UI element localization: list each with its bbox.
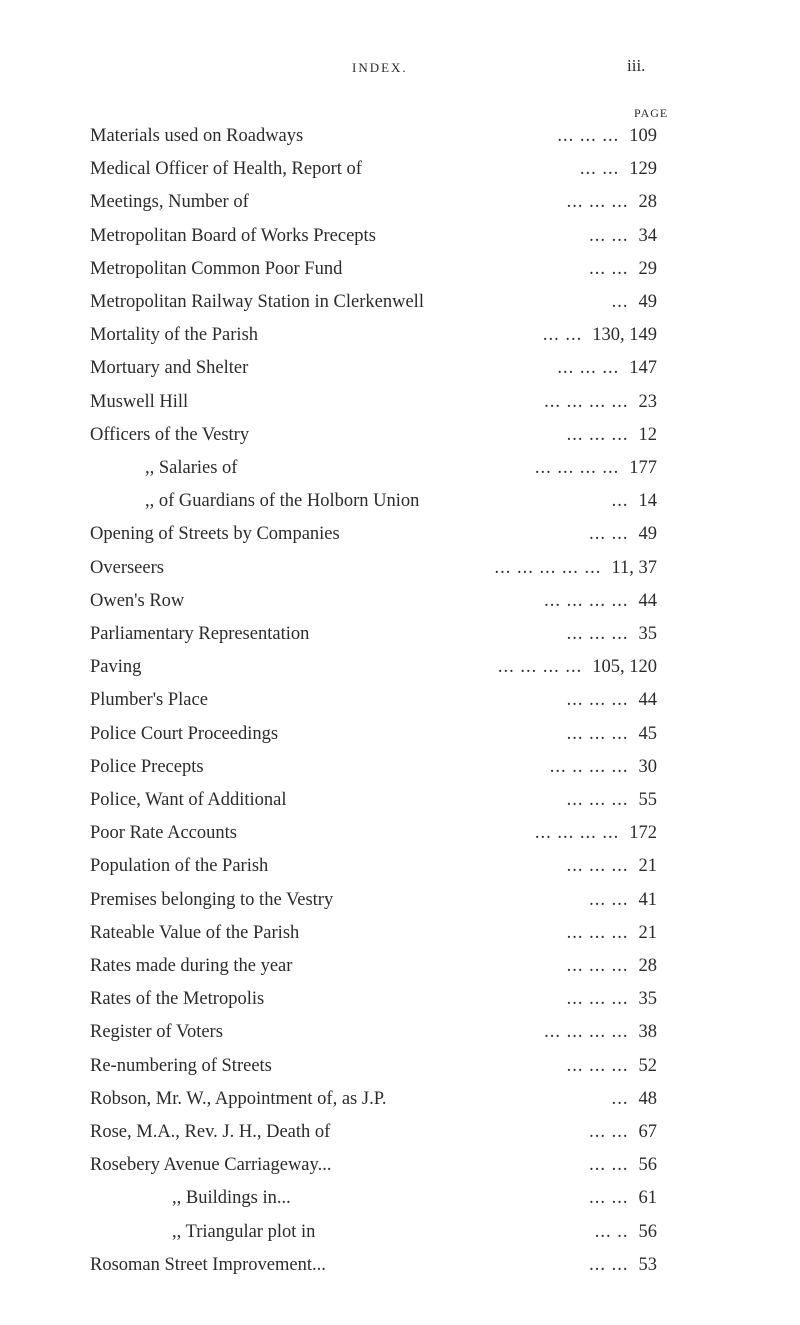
dot-leader: ... ... ... bbox=[566, 790, 629, 810]
entry-heading: Paving bbox=[90, 657, 142, 678]
dot-leader: ... ... ... ... bbox=[534, 458, 620, 478]
dot-leader: ... ... bbox=[589, 889, 629, 910]
entry-page-number: 21 bbox=[638, 922, 657, 943]
entry-heading: Rosoman Street Improvement... bbox=[90, 1254, 326, 1275]
dot-leader: ... .. ... ... bbox=[549, 756, 629, 777]
entry-page-number: 11, 37 bbox=[611, 557, 657, 578]
dot-leader: ... ... ... bbox=[566, 192, 629, 213]
index-entry bbox=[0, 552, 800, 585]
entry-heading: Police Precepts bbox=[90, 756, 204, 777]
entry-page-number: 29 bbox=[638, 258, 657, 279]
entry-heading: Opening of Streets by Companies bbox=[90, 524, 340, 545]
entry-heading: Materials used on Roadways bbox=[90, 126, 304, 146]
dot-leader: ... ... ... bbox=[557, 358, 620, 379]
entry-page-number: 28 bbox=[638, 192, 657, 213]
index-entry bbox=[0, 651, 800, 684]
dot-leader: ... ... ... ... ... bbox=[494, 557, 602, 578]
entry-page-number: 45 bbox=[638, 723, 657, 744]
index-entry bbox=[0, 120, 800, 153]
index-entry bbox=[0, 386, 800, 419]
index-entry bbox=[0, 1116, 800, 1149]
entry-heading: Medical Officer of Health, Report of bbox=[90, 159, 362, 180]
page-column-label: PAGE bbox=[634, 106, 669, 120]
dot-leader: ... ... ... bbox=[566, 723, 629, 744]
index-entry bbox=[0, 983, 800, 1016]
index-entry bbox=[0, 1182, 800, 1215]
dot-leader: ... ... bbox=[589, 524, 629, 545]
index-entry bbox=[0, 286, 800, 319]
entry-heading: Rates of the Metropolis bbox=[90, 989, 265, 1010]
index-entry bbox=[0, 1050, 800, 1083]
dot-leader: ... ... bbox=[589, 225, 629, 246]
entry-page-number: 56 bbox=[638, 1155, 657, 1176]
entry-heading: Rose, M.A., Rev. J. H., Death of bbox=[90, 1122, 331, 1142]
dot-leader: ... ... ... bbox=[566, 989, 629, 1010]
entry-heading: ,, Salaries of bbox=[145, 458, 238, 478]
entry-page-number: 30 bbox=[638, 756, 657, 777]
entry-page-number: 61 bbox=[638, 1188, 657, 1209]
dot-leader: ... ... ... bbox=[566, 424, 629, 445]
index-entry bbox=[0, 784, 800, 817]
index-entry bbox=[0, 485, 800, 518]
index-entry bbox=[0, 751, 800, 784]
index-entry bbox=[0, 1216, 800, 1249]
entry-page-number: 21 bbox=[638, 856, 657, 877]
entry-heading: Register of Voters bbox=[90, 1022, 223, 1043]
dot-leader: ... ... bbox=[579, 159, 620, 180]
dot-leader: ... ... ... bbox=[566, 624, 629, 644]
entry-page-number: 28 bbox=[638, 956, 657, 976]
index-entry bbox=[0, 220, 800, 253]
entry-page-number: 129 bbox=[629, 159, 657, 180]
entry-page-number: 105, 120 bbox=[592, 657, 657, 678]
entry-page-number: 52 bbox=[638, 1055, 657, 1076]
index-entry bbox=[0, 253, 800, 286]
entry-page-number: 41 bbox=[638, 889, 657, 910]
index-entry bbox=[0, 186, 800, 219]
entry-heading: Rates made during the year bbox=[90, 956, 293, 976]
dot-leader: ... ... ... ... bbox=[534, 823, 620, 844]
index-entry bbox=[0, 917, 800, 950]
dot-leader: ... ... ... ... bbox=[544, 1022, 629, 1043]
entry-page-number: 34 bbox=[638, 225, 657, 246]
entry-page-number: 109 bbox=[629, 126, 657, 146]
index-entry bbox=[0, 1149, 800, 1182]
running-head bbox=[0, 56, 800, 80]
entry-heading: Rosebery Avenue Carriageway... bbox=[90, 1155, 332, 1176]
index-entry bbox=[0, 585, 800, 618]
entry-heading: Metropolitan Railway Station in Clerkenwell bbox=[90, 292, 424, 312]
entry-page-number: 14 bbox=[638, 491, 657, 512]
index-entry bbox=[0, 1016, 800, 1049]
entry-heading: Population of the Parish bbox=[90, 856, 269, 877]
dot-leader: ... ... bbox=[542, 325, 583, 346]
entry-heading: Meetings, Number of bbox=[90, 192, 249, 213]
entry-page-number: 44 bbox=[638, 590, 657, 611]
entry-heading: Metropolitan Board of Works Precepts bbox=[90, 225, 376, 246]
entry-heading: Owen's Row bbox=[90, 590, 185, 611]
entry-page-number: 49 bbox=[638, 292, 657, 312]
entry-heading: Metropolitan Common Poor Fund bbox=[90, 258, 343, 279]
entry-page-number: 55 bbox=[638, 790, 657, 810]
index-entry bbox=[0, 153, 800, 186]
index-entry bbox=[0, 319, 800, 352]
dot-leader: ... bbox=[611, 292, 629, 312]
dot-leader: ... ... ... ... bbox=[544, 391, 629, 412]
entry-page-number: 35 bbox=[638, 989, 657, 1010]
dot-leader: ... ... ... bbox=[566, 856, 629, 877]
entry-heading: Premises belonging to the Vestry bbox=[90, 889, 334, 910]
dot-leader: ... ... bbox=[589, 1254, 629, 1275]
entry-heading: Police, Want of Additional bbox=[90, 790, 287, 810]
entry-page-number: 56 bbox=[638, 1221, 657, 1242]
entry-heading: Poor Rate Accounts bbox=[90, 823, 237, 844]
dot-leader: ... ... ... bbox=[566, 956, 629, 976]
dot-leader: ... ... bbox=[589, 1188, 629, 1209]
dot-leader: ... ... ... bbox=[566, 1055, 629, 1076]
entry-heading: Parliamentary Representation bbox=[90, 624, 310, 644]
entry-page-number: 177 bbox=[629, 458, 657, 478]
index-entry bbox=[0, 518, 800, 551]
entry-page-number: 67 bbox=[638, 1122, 657, 1142]
index-entry bbox=[0, 1083, 800, 1116]
index-entry bbox=[0, 817, 800, 850]
index-entry bbox=[0, 452, 800, 485]
index-entry bbox=[0, 684, 800, 717]
dot-leader: ... ... ... bbox=[566, 690, 629, 711]
dot-leader: ... ... ... bbox=[557, 126, 620, 146]
index-entry bbox=[0, 950, 800, 983]
entry-heading: Overseers bbox=[90, 557, 164, 578]
entry-page-number: 172 bbox=[629, 823, 657, 844]
entry-heading: ,, of Guardians of the Holborn Union bbox=[145, 491, 420, 512]
dot-leader: ... bbox=[611, 1088, 629, 1109]
dot-leader: ... ... bbox=[589, 1155, 629, 1176]
dot-leader: ... bbox=[611, 491, 629, 512]
index-entry bbox=[0, 1249, 800, 1282]
index-entry bbox=[0, 419, 800, 452]
index-entry bbox=[0, 352, 800, 385]
entry-heading: Rateable Value of the Parish bbox=[90, 922, 300, 943]
dot-leader: ... ... bbox=[589, 1122, 629, 1142]
dot-leader: ... ... ... ... bbox=[497, 657, 583, 678]
index-entry bbox=[0, 884, 800, 917]
dot-leader: ... ... ... ... bbox=[544, 590, 629, 611]
entry-heading: Police Court Proceedings bbox=[90, 723, 279, 744]
entry-page-number: 35 bbox=[638, 624, 657, 644]
entry-page-number: 44 bbox=[638, 690, 657, 711]
index-entry bbox=[0, 618, 800, 651]
entry-page-number: 147 bbox=[629, 358, 657, 379]
entry-heading: Plumber's Place bbox=[90, 690, 208, 711]
entry-heading: Officers of the Vestry bbox=[90, 424, 250, 445]
index-entry bbox=[0, 850, 800, 883]
entry-page-number: 130, 149 bbox=[592, 325, 657, 346]
dot-leader: ... ... ... bbox=[566, 922, 629, 943]
dot-leader: ... ... bbox=[589, 258, 629, 279]
running-title: INDEX. bbox=[352, 60, 408, 75]
entry-page-number: 12 bbox=[638, 424, 657, 445]
entry-page-number: 38 bbox=[638, 1022, 657, 1043]
entry-heading: ,, Buildings in... bbox=[172, 1188, 291, 1209]
entry-heading: Mortality of the Parish bbox=[90, 325, 259, 346]
entry-heading: Mortuary and Shelter bbox=[90, 358, 249, 379]
dot-leader: ... .. bbox=[594, 1221, 629, 1242]
page-folio: iii. bbox=[627, 56, 646, 75]
entry-heading: Re-numbering of Streets bbox=[90, 1055, 272, 1076]
entry-heading: ,, Triangular plot in bbox=[172, 1221, 316, 1242]
entry-page-number: 48 bbox=[638, 1088, 657, 1109]
entry-heading: Muswell Hill bbox=[90, 391, 189, 412]
entry-heading: Robson, Mr. W., Appointment of, as J.P. bbox=[90, 1088, 387, 1109]
entry-page-number: 23 bbox=[638, 391, 657, 412]
index-entry bbox=[0, 718, 800, 751]
entry-page-number: 49 bbox=[638, 524, 657, 545]
entry-page-number: 53 bbox=[638, 1254, 657, 1275]
